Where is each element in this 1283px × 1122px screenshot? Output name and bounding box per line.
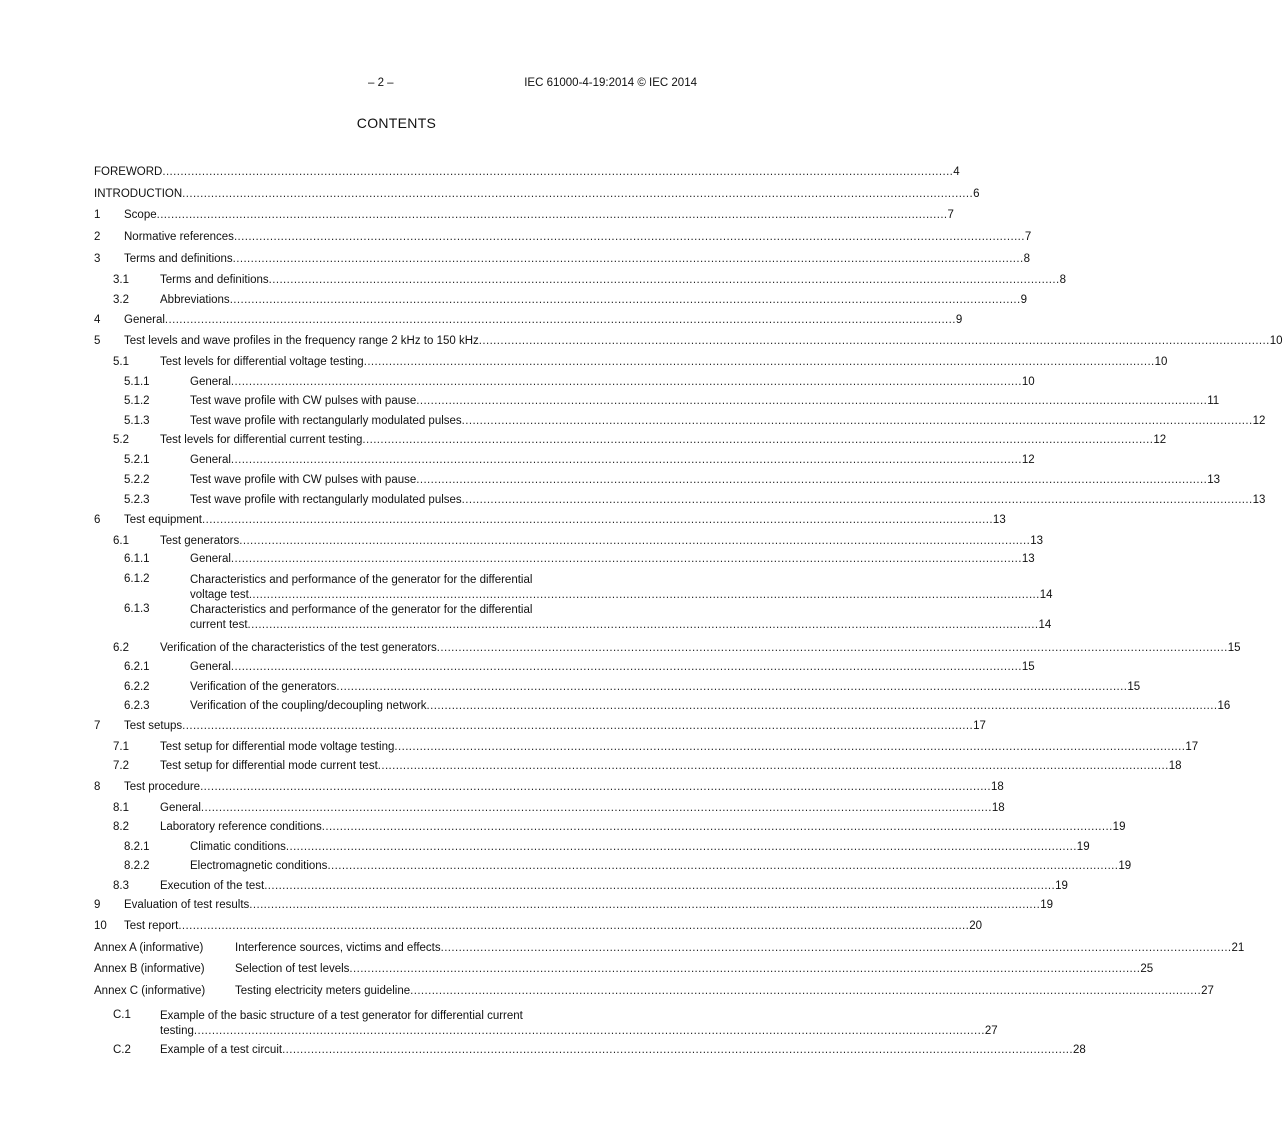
toc-entry-number: 5.1.2	[124, 395, 150, 407]
toc-entry-title: Interference sources, victims and effects	[235, 942, 441, 954]
toc-entry-page: 14	[1039, 589, 1053, 601]
dot-leader: ............................................................................................................................................................................................................................	[321, 821, 1113, 833]
toc-entry-page: 4	[953, 166, 960, 178]
toc-entry-number: Annex C (informative)	[94, 985, 206, 997]
toc-entry-page: 14	[1038, 619, 1052, 631]
toc-entry-page: 15	[1227, 642, 1241, 654]
toc-entry-page: 13	[1207, 474, 1220, 486]
dot-leader: ............................................................................................................................................................................................................................	[233, 231, 1025, 243]
dot-leader: ............................................................................................................................................................................................................................	[349, 963, 1141, 975]
toc-entry-number: 5.1.3	[124, 415, 150, 427]
toc-entry-number: Annex A (informative)	[94, 942, 204, 954]
dot-leader: ............................................................................................................................................................................................................................	[230, 553, 1022, 565]
toc-entry-title: Selection of test levels	[235, 963, 350, 975]
toc-entry-page: 10	[1154, 356, 1168, 368]
toc-entry-title: Laboratory reference conditions	[160, 821, 322, 833]
toc-entry-page: 9	[1020, 294, 1028, 306]
toc-entry-number: 8.1	[113, 802, 129, 814]
toc-entry-page: 13	[992, 514, 1006, 526]
toc-entry-number: 6.1.2	[124, 573, 150, 585]
toc-entry-page: 8	[1059, 274, 1066, 286]
dot-leader: ............................................................................................................................................................................................................................	[436, 642, 1228, 654]
dot-leader: ............................................................................................................................................................................................................................	[478, 335, 1270, 347]
toc-entry-page: 13	[1252, 494, 1266, 506]
toc-entry-number: C.1	[113, 1009, 131, 1021]
dot-leader: ............................................................................................................................................................................................................................	[232, 253, 1024, 265]
dot-leader: ............................................................................................................................................................................................................................	[248, 589, 1040, 601]
dot-leader: ............................................................................................................................................................................................................................	[239, 535, 1031, 547]
dot-leader: ............................................................................................................................................................................................................................	[229, 294, 1021, 306]
toc-entry-page: 19	[1040, 899, 1054, 911]
toc-entry-number: 5.2.2	[124, 474, 150, 486]
toc-entry-title: Verification of the characteristics of the test generators	[160, 642, 437, 654]
toc-entry-title: Test wave profile with CW pulses with pause	[190, 474, 417, 486]
toc-entry-title: General	[190, 376, 231, 388]
toc-entry-title: Verification of the generators	[190, 681, 337, 693]
page-header	[0, 77, 793, 93]
dot-leader: ............................................................................................................................................................................................................................	[363, 356, 1155, 368]
dot-leader: ............................................................................................................................................................................................................................	[327, 860, 1119, 872]
toc-entry-page: 12	[1021, 454, 1035, 466]
toc-entry-title: Test wave profile with CW pulses with pause	[190, 395, 417, 407]
toc-entry-title: FOREWORD	[94, 166, 163, 178]
toc-entry-title: Test equipment	[124, 514, 202, 526]
toc-entry-number: 5	[94, 335, 101, 347]
toc-entry-page: 15	[1021, 661, 1035, 673]
toc-entry-number: 5.2.1	[124, 454, 150, 466]
toc-entry-title: Test wave profile with rectangularly modulated pulses	[190, 415, 462, 427]
toc-entry-number: 6.1.1	[124, 553, 150, 565]
toc-entry-title: Test wave profile with rectangularly modulated pulses	[190, 494, 462, 506]
dot-leader: ............................................................................................................................................................................................................................	[416, 474, 1208, 486]
toc-entry-page: 18	[991, 781, 1004, 793]
dot-leader: ............................................................................................................................................................................................................................	[362, 434, 1154, 446]
toc-entry-page: 13	[1030, 535, 1043, 547]
toc-entry-title: Testing electricity meters guideline	[235, 985, 411, 997]
toc-entry-title: Abbreviations	[160, 294, 230, 306]
toc-entry-page: 21	[1231, 942, 1245, 954]
dot-leader: ............................................................................................................................................................................................................................	[416, 395, 1208, 407]
toc-entry-title: Evaluation of test results	[124, 899, 250, 911]
toc-entry-number: 6.1.3	[124, 603, 150, 615]
dot-leader: ............................................................................................................................................................................................................................	[230, 376, 1022, 388]
toc-entry-title: Execution of the test	[160, 880, 265, 892]
dot-leader: ............................................................................................................................................................................................................................	[178, 920, 970, 932]
dot-leader: ............................................................................................................................................................................................................................	[202, 514, 993, 526]
toc-entry-number: 7	[94, 720, 101, 732]
dot-leader: ............................................................................................................................................................................................................................	[162, 166, 954, 178]
toc-entry-number: 3.2	[113, 294, 129, 306]
dot-leader: ............................................................................................................................................................................................................................	[230, 454, 1022, 466]
dot-leader: ............................................................................................................................................................................................................................	[230, 661, 1022, 673]
toc-entry-page: 10	[1269, 335, 1283, 347]
toc-entry-page: 17	[973, 720, 986, 732]
toc-entry-number: C.2	[113, 1044, 131, 1056]
toc-entry-page: 19	[1055, 880, 1068, 892]
toc-entry-number: 3	[94, 253, 101, 265]
toc-entry-number: 6.1	[113, 535, 129, 547]
toc-entry-title: Terms and definitions	[160, 274, 269, 286]
toc-entry-page: 7	[1024, 231, 1032, 243]
dot-leader: ............................................................................................................................................................................................................................	[193, 1025, 985, 1037]
dot-leader: ............................................................................................................................................................................................................................	[426, 700, 1218, 712]
toc-entry-number: 8.2	[113, 821, 129, 833]
toc-entry-number: 5.1.1	[124, 376, 150, 388]
dot-leader: ............................................................................................................................................................................................................................	[268, 274, 1060, 286]
toc-entry-number: 8.2.1	[124, 841, 150, 853]
toc-entry-page: 19	[1076, 841, 1090, 853]
dot-leader: ............................................................................................................................................................................................................................	[377, 760, 1169, 772]
dot-leader: ............................................................................................................................................................................................................................	[182, 720, 974, 732]
toc-entry-title: Example of a test circuit	[160, 1044, 283, 1056]
toc-entry-page: 19	[1118, 860, 1132, 872]
toc-entry-number: 6.2.3	[124, 700, 150, 712]
toc-entry-title: Verification of the coupling/decoupling network	[190, 700, 427, 712]
toc-entry-page: 7	[947, 209, 954, 221]
toc-entry-number: 4	[94, 314, 101, 326]
toc-entry-title-continued: voltage test	[190, 589, 249, 601]
dot-leader: ............................................................................................................................................................................................................................	[182, 188, 974, 200]
toc-entry-number: 2	[94, 231, 101, 243]
toc-entry-title: General	[190, 661, 231, 673]
dot-leader: ............................................................................................................................................................................................................................	[200, 802, 992, 814]
toc-entry-page: 9	[955, 314, 963, 326]
toc-entry-title: Test levels for differential current testing	[160, 434, 363, 446]
contents-title: CONTENTS	[356, 115, 437, 131]
toc-entry-title: Characteristics and performance of the generator for the differential	[190, 604, 533, 616]
toc-entry-title: Characteristics and performance of the generator for the differential	[190, 574, 533, 586]
page-number: – 2 –	[368, 77, 394, 89]
dot-leader: ............................................................................................................................................................................................................................	[200, 781, 991, 793]
toc-entry-page: 12	[1153, 434, 1167, 446]
toc-entry-title: Electromagnetic conditions	[190, 860, 328, 872]
toc-entry-page: 17	[1185, 741, 1199, 753]
dot-leader: ............................................................................................................................................................................................................................	[264, 880, 1056, 892]
toc-entry-page: 19	[1112, 821, 1126, 833]
dot-leader: ............................................................................................................................................................................................................................	[285, 841, 1077, 853]
toc-entry-title-continued: current test	[190, 619, 248, 631]
dot-leader: ............................................................................................................................................................................................................................	[164, 314, 956, 326]
toc-entry-title: Test setup for differential mode current test	[160, 760, 378, 772]
dot-leader: ............................................................................................................................................................................................................................	[394, 741, 1186, 753]
toc-entry-page: 18	[991, 802, 1005, 814]
dot-leader: ............................................................................................................................................................................................................................	[247, 619, 1039, 631]
toc-entry-page: 25	[1140, 963, 1154, 975]
toc-entry-number: 6.2.2	[124, 681, 150, 693]
toc-entry-page: 28	[1073, 1044, 1086, 1056]
toc-entry-number: 9	[94, 899, 101, 911]
toc-entry-page: 12	[1252, 415, 1266, 427]
toc-entry-title: Climatic conditions	[190, 841, 286, 853]
toc-entry-number: 1	[94, 209, 101, 221]
toc-entry-page: 8	[1023, 253, 1030, 265]
toc-entry-page: 16	[1217, 700, 1231, 712]
toc-entry-title-continued: testing	[160, 1025, 194, 1037]
toc-entry-title: Scope	[124, 209, 157, 221]
toc-entry-number: 6.2.1	[124, 661, 150, 673]
toc-entry-page: 18	[1168, 760, 1182, 772]
toc-entry-title: Test setup for differential mode voltage testing	[160, 741, 395, 753]
toc-entry-number: 5.1	[113, 356, 129, 368]
toc-entry-title: Test procedure	[124, 781, 201, 793]
toc-entry-number: 7.1	[113, 741, 129, 753]
toc-entry-number: 7.2	[113, 760, 129, 772]
toc-entry-title: General	[160, 802, 201, 814]
dot-leader: ............................................................................................................................................................................................................................	[461, 494, 1253, 506]
toc-entry-title: General	[190, 553, 231, 565]
toc-entry-title: Terms and definitions	[124, 253, 233, 265]
toc-entry-page: 11	[1207, 395, 1220, 407]
toc-entry-page: 13	[1021, 553, 1035, 565]
toc-entry-title: Test report	[124, 920, 179, 932]
toc-entry-number: 5.2.3	[124, 494, 150, 506]
toc-entry-page: 27	[1201, 985, 1214, 997]
toc-entry-title: Test setups	[124, 720, 183, 732]
toc-entry-title: Example of the basic structure of a test generator for differential current	[160, 1010, 523, 1022]
dot-leader: ............................................................................................................................................................................................................................	[249, 899, 1041, 911]
toc-entry-page: 20	[969, 920, 983, 932]
toc-entry-number: 5.2	[113, 434, 129, 446]
dot-leader: ............................................................................................................................................................................................................................	[440, 942, 1232, 954]
dot-leader: ............................................................................................................................................................................................................................	[336, 681, 1128, 693]
dot-leader: ............................................................................................................................................................................................................................	[410, 985, 1202, 997]
toc-entry-number: 10	[94, 920, 107, 932]
toc-entry-number: 6	[94, 514, 101, 526]
toc-entry-title: Test levels and wave profiles in the frequency range 2 kHz to 150 kHz	[124, 335, 479, 347]
toc-entry-page: 15	[1127, 681, 1141, 693]
toc-entry-title: Test levels for differential voltage testing	[160, 356, 364, 368]
toc-entry-title: General	[190, 454, 231, 466]
toc-entry-title: INTRODUCTION	[94, 188, 183, 200]
toc-entry-title: General	[124, 314, 165, 326]
toc-entry-title: Test generators	[160, 535, 240, 547]
toc-entry-number: 8.3	[113, 880, 129, 892]
toc-entry-number: 3.1	[113, 274, 129, 286]
toc-entry-number: 8	[94, 781, 101, 793]
dot-leader: ............................................................................................................................................................................................................................	[461, 415, 1253, 427]
toc-entry-number: 8.2.2	[124, 860, 150, 872]
toc-entry-page: 10	[1021, 376, 1035, 388]
toc-entry-page: 27	[984, 1025, 998, 1037]
dot-leader: ............................................................................................................................................................................................................................	[282, 1044, 1073, 1056]
toc-entry-page: 6	[973, 188, 980, 200]
toc-entry-number: Annex B (informative)	[94, 963, 205, 975]
toc-entry-number: 6.2	[113, 642, 129, 654]
dot-leader: ............................................................................................................................................................................................................................	[156, 209, 948, 221]
document-reference: IEC 61000-4-19:2014 © IEC 2014	[524, 77, 697, 89]
toc-entry-title: Normative references	[124, 231, 234, 243]
